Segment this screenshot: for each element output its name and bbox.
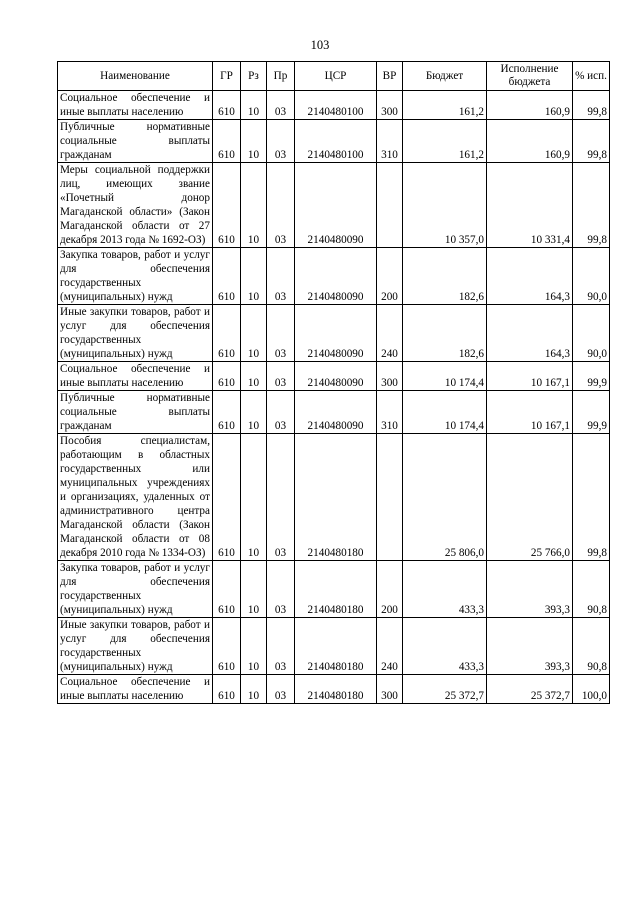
cell-rz: 10 <box>241 434 267 561</box>
cell-pr: 03 <box>267 561 295 618</box>
cell-rz: 10 <box>241 248 267 305</box>
cell-csr: 2140480090 <box>295 391 377 434</box>
cell-vr: 200 <box>377 561 403 618</box>
cell-rz: 10 <box>241 305 267 362</box>
table-row <box>58 120 610 163</box>
cell-percent: 99,9 <box>573 391 610 434</box>
cell-budget: 25 806,0 <box>403 434 487 561</box>
table-row <box>58 675 610 704</box>
table-row <box>58 434 610 561</box>
cell-percent: 99,8 <box>573 91 610 120</box>
cell-csr: 2140480090 <box>295 163 377 248</box>
cell-budget: 10 174,4 <box>403 362 487 391</box>
cell-rz: 10 <box>241 120 267 163</box>
cell-execution: 25 766,0 <box>487 434 573 561</box>
table-row <box>58 248 610 305</box>
table-header-row <box>58 62 610 91</box>
cell-budget: 10 174,4 <box>403 391 487 434</box>
cell-execution: 393,3 <box>487 618 573 675</box>
cell-gr: 610 <box>213 120 241 163</box>
cell-rz: 10 <box>241 618 267 675</box>
cell-rz: 10 <box>241 163 267 248</box>
cell-csr: 2140480180 <box>295 434 377 561</box>
cell-percent: 90,0 <box>573 305 610 362</box>
table-row <box>58 618 610 675</box>
cell-csr: 2140480090 <box>295 248 377 305</box>
cell-rz: 10 <box>241 91 267 120</box>
header-pr: Пр <box>267 62 295 91</box>
header-execution: Исполнение бюджета <box>487 62 573 91</box>
cell-name: Закупка товаров, работ и услуг для обеспечения государственных (муниципальных) нужд <box>58 248 213 305</box>
table-row <box>58 305 610 362</box>
table-body <box>58 91 610 704</box>
cell-budget: 433,3 <box>403 618 487 675</box>
cell-percent: 99,8 <box>573 163 610 248</box>
cell-gr: 610 <box>213 618 241 675</box>
cell-rz: 10 <box>241 675 267 704</box>
cell-csr: 2140480180 <box>295 618 377 675</box>
cell-pr: 03 <box>267 434 295 561</box>
cell-vr: 240 <box>377 305 403 362</box>
cell-budget: 25 372,7 <box>403 675 487 704</box>
cell-vr <box>377 434 403 561</box>
cell-name: Публичные нормативные социальные выплаты гражданам <box>58 120 213 163</box>
cell-name: Иные закупки товаров, работ и услуг для обеспечения государственных (муниципальных) нужд <box>58 618 213 675</box>
cell-gr: 610 <box>213 362 241 391</box>
cell-execution: 160,9 <box>487 91 573 120</box>
cell-pr: 03 <box>267 305 295 362</box>
cell-vr: 200 <box>377 248 403 305</box>
cell-rz: 10 <box>241 391 267 434</box>
header-budget: Бюджет <box>403 62 487 91</box>
table-row <box>58 391 610 434</box>
cell-gr: 610 <box>213 305 241 362</box>
cell-vr: 300 <box>377 362 403 391</box>
cell-name: Публичные нормативные социальные выплаты гражданам <box>58 391 213 434</box>
header-gr: ГР <box>213 62 241 91</box>
cell-pr: 03 <box>267 675 295 704</box>
cell-pr: 03 <box>267 362 295 391</box>
cell-execution: 164,3 <box>487 305 573 362</box>
cell-percent: 99,8 <box>573 120 610 163</box>
cell-percent: 99,9 <box>573 362 610 391</box>
cell-vr: 310 <box>377 391 403 434</box>
budget-table <box>57 61 610 704</box>
cell-vr: 300 <box>377 675 403 704</box>
cell-budget: 182,6 <box>403 305 487 362</box>
cell-percent: 100,0 <box>573 675 610 704</box>
cell-percent: 90,0 <box>573 248 610 305</box>
cell-gr: 610 <box>213 434 241 561</box>
cell-pr: 03 <box>267 391 295 434</box>
table-row <box>58 561 610 618</box>
cell-execution: 164,3 <box>487 248 573 305</box>
cell-execution: 10 167,1 <box>487 362 573 391</box>
cell-gr: 610 <box>213 248 241 305</box>
table-row <box>58 163 610 248</box>
cell-csr: 2140480100 <box>295 120 377 163</box>
cell-pr: 03 <box>267 248 295 305</box>
cell-pr: 03 <box>267 163 295 248</box>
cell-name: Меры социальной поддержки лиц, имеющих звание «Почетный донор Магаданской области» (Закон Магаданской области от 27 декабря 2013 года № 1692-ОЗ) <box>58 163 213 248</box>
cell-percent: 99,8 <box>573 434 610 561</box>
cell-name: Закупка товаров, работ и услуг для обеспечения государственных (муниципальных) нужд <box>58 561 213 618</box>
cell-name: Социальное обеспечение и иные выплаты населению <box>58 362 213 391</box>
cell-name: Пособия специалистам, работающим в областных государственных или муниципальных учреждениях и организациях, удаленных от административного центра Магаданской области (Закон Магаданской области от 08 декабря 2010 года № 1334-ОЗ) <box>58 434 213 561</box>
cell-gr: 610 <box>213 561 241 618</box>
page-number: 103 <box>310 38 330 52</box>
header-vr: ВР <box>377 62 403 91</box>
cell-execution: 10 331,4 <box>487 163 573 248</box>
table-row <box>58 362 610 391</box>
cell-csr: 2140480090 <box>295 305 377 362</box>
cell-execution: 25 372,7 <box>487 675 573 704</box>
cell-vr: 300 <box>377 91 403 120</box>
cell-csr: 2140480100 <box>295 91 377 120</box>
cell-budget: 10 357,0 <box>403 163 487 248</box>
cell-execution: 393,3 <box>487 561 573 618</box>
cell-name: Социальное обеспечение и иные выплаты населению <box>58 91 213 120</box>
cell-percent: 90,8 <box>573 618 610 675</box>
cell-pr: 03 <box>267 618 295 675</box>
header-csr: ЦСР <box>295 62 377 91</box>
cell-rz: 10 <box>241 362 267 391</box>
cell-vr: 240 <box>377 618 403 675</box>
cell-pr: 03 <box>267 120 295 163</box>
cell-name: Иные закупки товаров, работ и услуг для обеспечения государственных (муниципальных) нужд <box>58 305 213 362</box>
cell-name: Социальное обеспечение и иные выплаты населению <box>58 675 213 704</box>
header-percent: % исп. <box>573 62 610 91</box>
cell-gr: 610 <box>213 91 241 120</box>
cell-gr: 610 <box>213 163 241 248</box>
cell-percent: 90,8 <box>573 561 610 618</box>
cell-budget: 161,2 <box>403 120 487 163</box>
cell-budget: 161,2 <box>403 91 487 120</box>
cell-vr <box>377 163 403 248</box>
header-name: Наименование <box>58 62 213 91</box>
cell-pr: 03 <box>267 91 295 120</box>
cell-gr: 610 <box>213 391 241 434</box>
cell-gr: 610 <box>213 675 241 704</box>
table-row <box>58 91 610 120</box>
cell-rz: 10 <box>241 561 267 618</box>
cell-csr: 2140480090 <box>295 362 377 391</box>
cell-execution: 160,9 <box>487 120 573 163</box>
cell-csr: 2140480180 <box>295 675 377 704</box>
cell-budget: 433,3 <box>403 561 487 618</box>
cell-budget: 182,6 <box>403 248 487 305</box>
cell-vr: 310 <box>377 120 403 163</box>
cell-csr: 2140480180 <box>295 561 377 618</box>
header-rz: Рз <box>241 62 267 91</box>
cell-execution: 10 167,1 <box>487 391 573 434</box>
